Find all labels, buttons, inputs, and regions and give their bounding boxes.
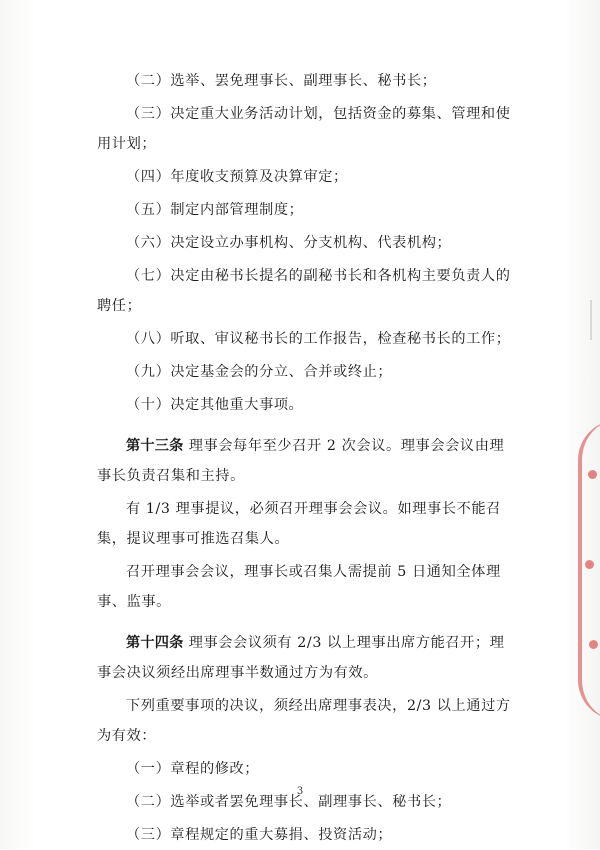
- document-body: [97, 66, 517, 850]
- article-13: 第十三条 理事会每年至少召开 2 次会议。理事会会议由理事长负责召集和主持。: [97, 438, 505, 484]
- clause-paragraph: （四）年度收支预算及决算审定；: [126, 169, 348, 185]
- seal-mark: [589, 640, 598, 649]
- clause-paragraph: （三）章程规定的重大募捐、投资活动；: [126, 827, 393, 843]
- clause-paragraph: （六）决定设立办事机构、分支机构、代表机构；: [126, 235, 452, 251]
- clause-paragraph: （十）决定其他重大事项。: [126, 397, 304, 413]
- body-paragraph: 召开理事会会议，理事长或召集人需提前 5 日通知全体理事、监事。: [97, 564, 501, 610]
- clause-paragraph: （三）决定重大业务活动计划，包括资金的募集、管理和使用计划；: [97, 106, 511, 152]
- body-paragraph: 下列重要事项的决议，须经出席理事表决，2/3 以上通过方为有效：: [97, 698, 511, 744]
- clause-paragraph: （五）制定内部管理制度；: [126, 202, 304, 218]
- scan-edge-mark: [590, 300, 592, 340]
- clause-paragraph: （二）选举、罢免理事长、副理事长、秘书长；: [126, 73, 437, 89]
- clause-paragraph: （一）章程的修改；: [126, 761, 260, 777]
- body-paragraph: 有 1/3 理事提议，必须召开理事会会议。如理事长不能召集，提议理事可推选召集人。: [97, 501, 501, 547]
- clause-paragraph: （七）决定由秘书长提名的副秘书长和各机构主要负责人的聘任；: [97, 268, 511, 314]
- clause-paragraph: （二）选举或者罢免理事长、副理事长、秘书长；: [126, 794, 452, 810]
- article-heading: 第十三条: [126, 438, 184, 454]
- article-14: 第十四条 理事会会议须有 2/3 以上理事出席方能召开；理事会决议须经出席理事半数通过方为有效。: [97, 635, 505, 681]
- seal-mark: [588, 470, 597, 479]
- red-seal-edge: [578, 420, 600, 720]
- page-number: 3: [296, 786, 304, 797]
- seal-mark: [585, 560, 594, 569]
- clause-paragraph: （八）听取、审议秘书长的工作报告，检查秘书长的工作；: [126, 331, 511, 347]
- clause-paragraph: （九）决定基金会的分立、合并或终止；: [126, 364, 393, 380]
- article-heading: 第十四条: [126, 635, 184, 651]
